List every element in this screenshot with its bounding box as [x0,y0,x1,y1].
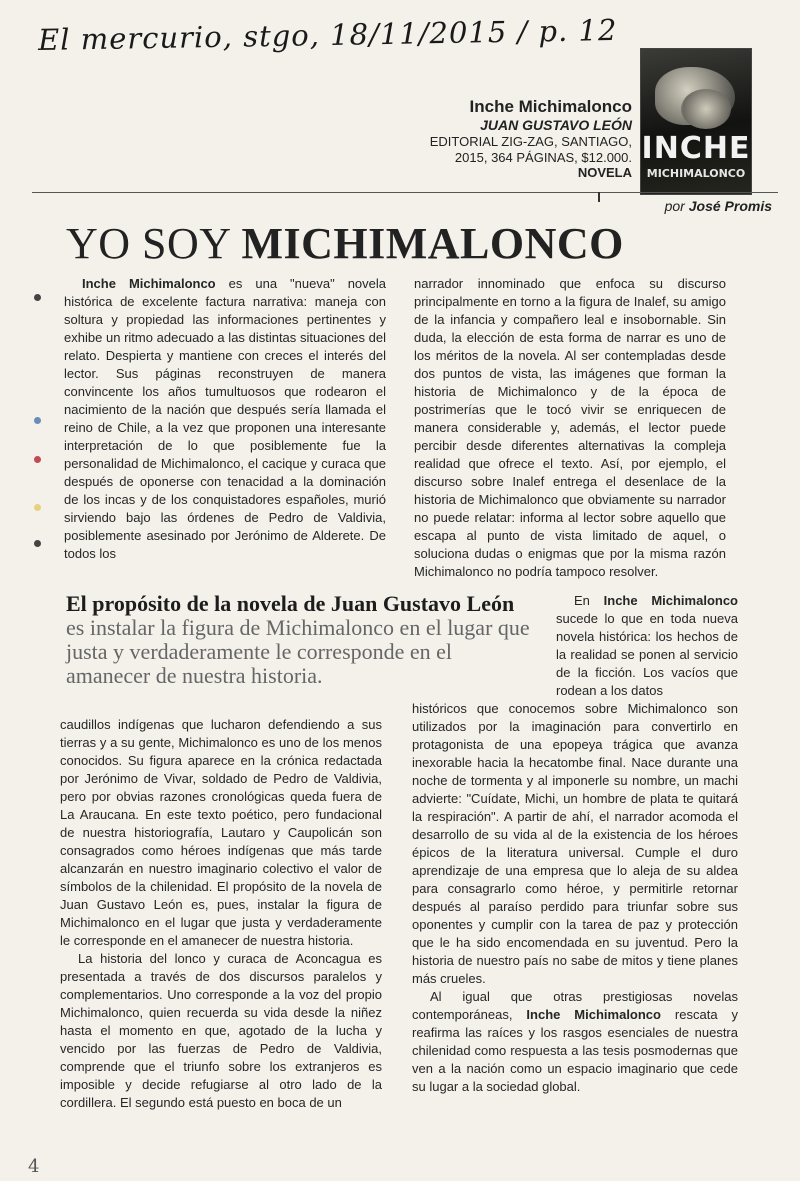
column-5-paragraph-2 [412,988,738,1096]
book-title: Inche Michimalonco [469,97,632,116]
column-5-prefix: Al igual que otras prestigiosas novelas contemporáneas, [412,989,738,1022]
header-divider [32,192,778,193]
byline [665,198,772,214]
column-1-paragraph [64,275,386,563]
book-author: JUAN GUSTAVO LEÓN [480,117,632,134]
column-1 [64,275,386,563]
headline-part-2: MICHIMALONCO [241,219,624,268]
publisher-line-2: 2015, 364 PÁGINAS, $12.000. [454,149,632,165]
handwritten-source-note: El mercurio, stgo, 18/11/2015 / p. 12 [37,12,618,58]
column-4-paragraph-2: La historia del lonco y curaca de Aconcagua es presentada a través de dos discursos paralelos y complementarios. Uno corresponde a la voz del propio Michimalonco, quien recuerda su vida desde la niñez hasta el momento en que, agotado de la lucha y vencido por las fuerzas de Pedro de Valdivia, comprende que el triunfo sobre los extranjeros es imposible y decide refugiarse al otro lado de la cordillera. El segundo está puesto en boca de un [60,951,382,1110]
column-2 [414,275,726,581]
headline-part-1: YO SOY [66,219,242,268]
article-headline [66,218,624,269]
book-credits [372,97,632,181]
publisher-line-1: EDITORIAL ZIG-ZAG, SANTIAGO, [429,134,632,150]
book-cover-image [640,48,752,195]
cover-artwork-detail [681,89,731,129]
column-3-prefix: En [574,593,604,608]
column-3-text: sucede lo que en toda nueva novela histórica: los hechos de la realidad se ponen al servicio de la ficción. Los vacíos que rodean a los datos [556,611,738,698]
column-5 [412,700,738,1096]
corner-handwritten-mark: 4 [28,1156,40,1177]
cover-title-word: INCHE [641,131,751,166]
byline-prefix: por [664,198,685,214]
pull-quote-rest: es instalar la figura de Michimalonco en el lugar que justa y verdaderamente le corresponde en el amanecer de nuestra historia. [66,615,530,688]
column-4 [60,716,382,1112]
column-2-paragraph: narrador innominado que enfoca su discurso principalmente en torno a la figura de Inalef, su amigo de la infancia y compañero leal e insobornable. Sin duda, la elección de esta forma de narrar es uno de los méritos de la novela. Al ser contempladas desde dos puntos de vista, las imágenes que forman la historia de Michimalonco y de la época de postrimerías que le tocó vivir se enriquecen de manera considerable y, además, el lector puede percibir desde diferentes alternativas la compleja realidad que ofrece el texto. Así, por ejemplo, el discurso sobre Inalef entrega el desenlace de la historia de Michimalonco que obviamente su narrador no puede relatar: informa al lector sobre aquello que escapa al punto de vista limitado de aquel, o soluciona dudas o enigmas que por la misma razón Michimalonco no podría tampoco resolver. [414,276,726,579]
column-4-paragraph-1: caudillos indígenas que lucharon defendiendo a sus tierras y a su gente, Michimalonco es uno de los menos conocidos. Su figura aparece en la crónica redactada por Jerónimo de Vivar, soldado de Pedro de Valdivia, pero por obvias razones cronológicas queda fuera de La Araucana. En este texto poético, pero fundacional de nuestra historiografía, Lautaro y Caupolicán son consagrados como héroes indígenas que más tarde alcanzarán en nuestro imaginario colectivo el valor de símbolos de la chilenidad. El propósito de la novela de Juan Gustavo León es, pues, instalar la figura de Michimalonco en el lugar que justa y verdaderamente le corresponde en el amanecer de nuestra historia. [60,717,382,948]
pull-quote [66,592,536,688]
divider-tick [598,192,600,202]
margin-dot [34,294,41,301]
byline-author: José Promis [688,198,772,214]
column-5-paragraph-1: históricos que conocemos sobre Michimalonco son utilizados por la imaginación para convertirlo en protagonista de una epopeya trágica que avanza inexorable hacia la hecatombe final. Nace durante una noche de tormenta y al imponerle su nombre, un machi advierte: "Cuídate, Michi, un hombre de plata te quitará la respiración". A partir de ahí, el narrador acomoda el desarrollo de su vida al de la existencia de los héroes épicos de la literatura universal. Cumple el duro aprendizaje de una empresa que lo aleja de su aldea para consagrarlo como héroe, y permitirle retornar después al paraíso perdido para triunfar sobre sus oponentes y cumplir con la tarea de paz y protección que le ha sido encomendada en su juventud. Pero la historia de nuestro país no sabe de mitos y tiene planes más crueles. [412,701,738,986]
margin-dot [34,504,41,511]
column-5-text: rescata y reafirma las raíces y los rasgos esenciales de nuestra chilenidad como respuesta a las tesis posmodernas que ven a la nación como un espacio imaginario que cede su lugar a la sociedad global. [412,1007,738,1094]
cover-subtitle-word: MICHIMALONCO [646,167,746,180]
margin-dot [34,456,41,463]
book-title-mention: Inche Michimalonco [603,593,739,608]
column-3-paragraph [556,592,738,700]
book-title-mention: Inche Michimalonco [526,1007,661,1022]
margin-dot [34,540,41,547]
pull-quote-lead: El propósito de la novela de Juan Gustavo León [66,591,515,616]
book-genre: NOVELA [577,165,632,181]
column-1-text: es una "nueva" novela histórica de excelente factura narrativa: maneja con soltura y propiedad las informaciones pertinentes y exhibe un ritmo adecuado a las distintas situaciones del relato. Despierta y mantiene con creces el interés del lector. Sus páginas reconstruyen de manera convincente los años tumultuosos que rodearon el nacimiento de la nación que después sería llamada el reino de Chile, a la vez que proponen una interesante interpretación de lo que posiblemente fue la personalidad de Michimalonco, el cacique y curaca que después de oponerse con tenacidad a la dominación de los incas y de los conquistadores españoles, murió sirviendo bajo las órdenes de Pedro de Valdivia, posiblemente asesinado por Jerónimo de Alderete. De todos los [64,276,387,561]
book-title-mention: Inche Michimalonco [82,276,216,291]
column-3 [556,592,738,700]
margin-dot [34,417,41,424]
